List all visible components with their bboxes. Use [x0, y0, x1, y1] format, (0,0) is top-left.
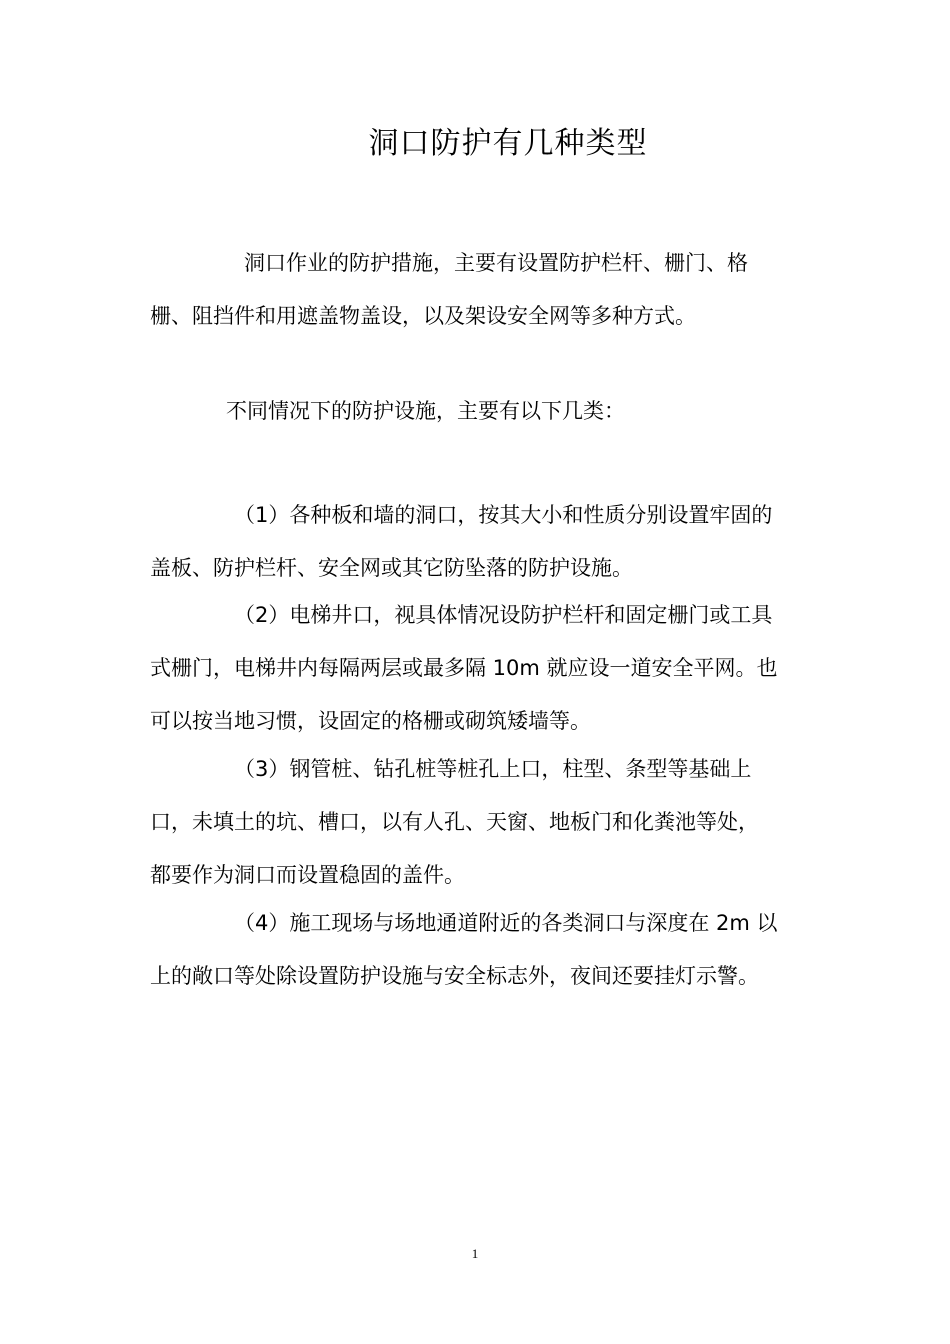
paragraph-item-4 — [150, 897, 806, 1003]
paragraph-line: （3）钢管桩、钻孔桩等桩孔上口，柱型、条型等基础上 — [234, 757, 752, 781]
paragraph-line: （2）电梯井口，视具体情况设防护栏杆和固定栅门或工具 — [234, 603, 773, 627]
paragraph-line: （4）施工现场与场地通道附近的各类洞口与深度在 2m 以 — [234, 911, 778, 935]
paragraph-line: 可以按当地习惯，设固定的格栅或砌筑矮墙等。 — [150, 709, 591, 733]
paragraph-line: 上的敞口等处除设置防护设施与安全标志外，夜间还要挂灯示警。 — [150, 964, 759, 988]
paragraph-line: 都要作为洞口而设置稳固的盖件。 — [150, 863, 465, 887]
paragraph-intro — [150, 237, 806, 343]
document-title: 洞口防护有几种类型 — [368, 126, 648, 161]
paragraph-item-2 — [150, 589, 806, 748]
paragraph-line: 不同情况下的防护设施，主要有以下几类： — [226, 399, 625, 423]
paragraph-item-1 — [150, 489, 806, 595]
page-number: 1 — [471, 1246, 479, 1261]
paragraph-categories-intro — [150, 385, 806, 438]
paragraph-line: 口，未填土的坑、槽口，以有人孔、天窗、地板门和化粪池等处， — [150, 810, 759, 834]
paragraph-line: （1）各种板和墙的洞口，按其大小和性质分别设置牢固的 — [234, 503, 773, 527]
paragraph-item-3 — [150, 743, 806, 902]
paragraph-line: 盖板、防护栏杆、安全网或其它防坠落的防护设施。 — [150, 556, 633, 580]
paragraph-line: 式栅门，电梯井内每隔两层或最多隔 10m 就应设一道安全平网。也 — [150, 656, 778, 680]
paragraph-line: 栅、阻挡件和用遮盖物盖设，以及架设安全网等多种方式。 — [150, 304, 696, 328]
paragraph-line: 洞口作业的防护措施，主要有设置防护栏杆、栅门、格 — [244, 251, 748, 275]
